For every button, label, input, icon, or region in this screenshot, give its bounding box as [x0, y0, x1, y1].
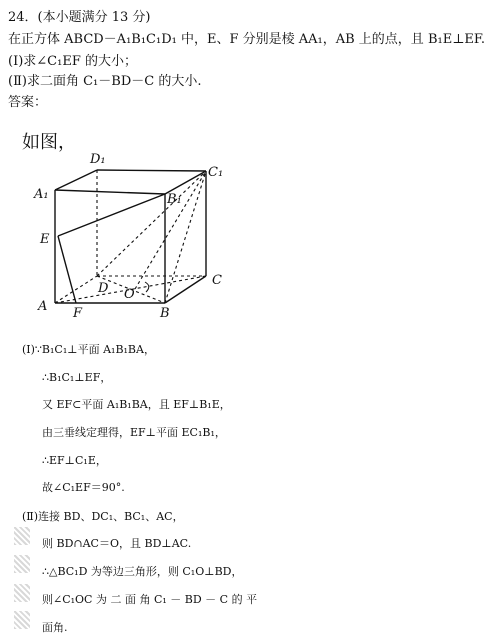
problem-part1: (Ⅰ)求∠C₁EF 的大小； [8, 54, 137, 69]
label-D1: D₁ [90, 152, 106, 167]
solution-line: 故∠C₁EF＝90°. [42, 481, 125, 494]
angle-arc [145, 282, 149, 292]
label-F: F [73, 306, 83, 321]
solution-line: 则∠C₁OC 为 二 面 角 C₁ － BD － C 的 平 [42, 593, 258, 606]
label-O: O [124, 287, 135, 302]
edge-A1D1 [55, 170, 97, 190]
hidden-diagonal-BC1 [165, 171, 206, 303]
edge-CB [165, 276, 206, 303]
hidden-edge-AD [55, 276, 97, 303]
hidden-segment-OC1 [135, 171, 206, 289]
segment-EB1 [58, 194, 165, 236]
segment-EF [58, 236, 76, 303]
answer-label: 答案： [8, 95, 48, 110]
label-C1: C₁ [208, 165, 224, 180]
solution-line: (Ⅱ)连接 BD、DC₁、BC₁、AC， [22, 510, 184, 523]
label-C: C [212, 273, 222, 288]
hidden-diagonal-DC1 [97, 171, 206, 276]
scan-artifact [14, 584, 30, 602]
scan-artifact [14, 555, 30, 573]
edge-A1B1 [55, 190, 165, 194]
solution-intro: 如图， [22, 132, 76, 153]
label-E: E [40, 232, 50, 247]
solution-line: 又 EF⊂平面 A₁B₁BA，且 EF⊥B₁E， [42, 398, 231, 411]
label-D: D [98, 281, 109, 296]
label-B1: B₁ [167, 192, 182, 207]
label-A: A [38, 299, 48, 314]
edge-C1B1 [165, 171, 206, 194]
solution-line: ∴B₁C₁⊥EF， [42, 371, 112, 384]
solution-line: (Ⅰ)∵B₁C₁⊥平面 A₁B₁BA， [22, 343, 155, 356]
solution-line: 则 BD∩AC＝O，且 BD⊥AC. [42, 537, 192, 550]
problem-statement: 在正方体 ABCD－A₁B₁C₁D₁ 中，E、F 分别是棱 AA₁，AB 上的点，且 B₁E⊥EF. [8, 32, 486, 47]
label-B: B [160, 306, 170, 321]
problem-part2: (Ⅱ)求二面角 C₁－BD－C 的大小. [8, 74, 202, 89]
solution-line: ∴△BC₁D 为等边三角形，则 C₁O⊥BD， [42, 565, 243, 578]
hidden-diagonal-AC [55, 276, 206, 303]
hidden-diagonal-DB [97, 276, 165, 303]
scan-artifact [14, 611, 30, 629]
solution-line: 由三垂线定理得，EF⊥平面 EC₁B₁， [42, 426, 226, 439]
scan-artifact [14, 527, 30, 545]
problem-title: 24．(本小题满分 13 分) [8, 10, 151, 25]
edge-D1C1 [97, 170, 206, 171]
label-A1: A₁ [34, 187, 49, 202]
solution-line: ∴EF⊥C₁E， [42, 454, 107, 467]
solution-line: 面角. [42, 621, 68, 634]
